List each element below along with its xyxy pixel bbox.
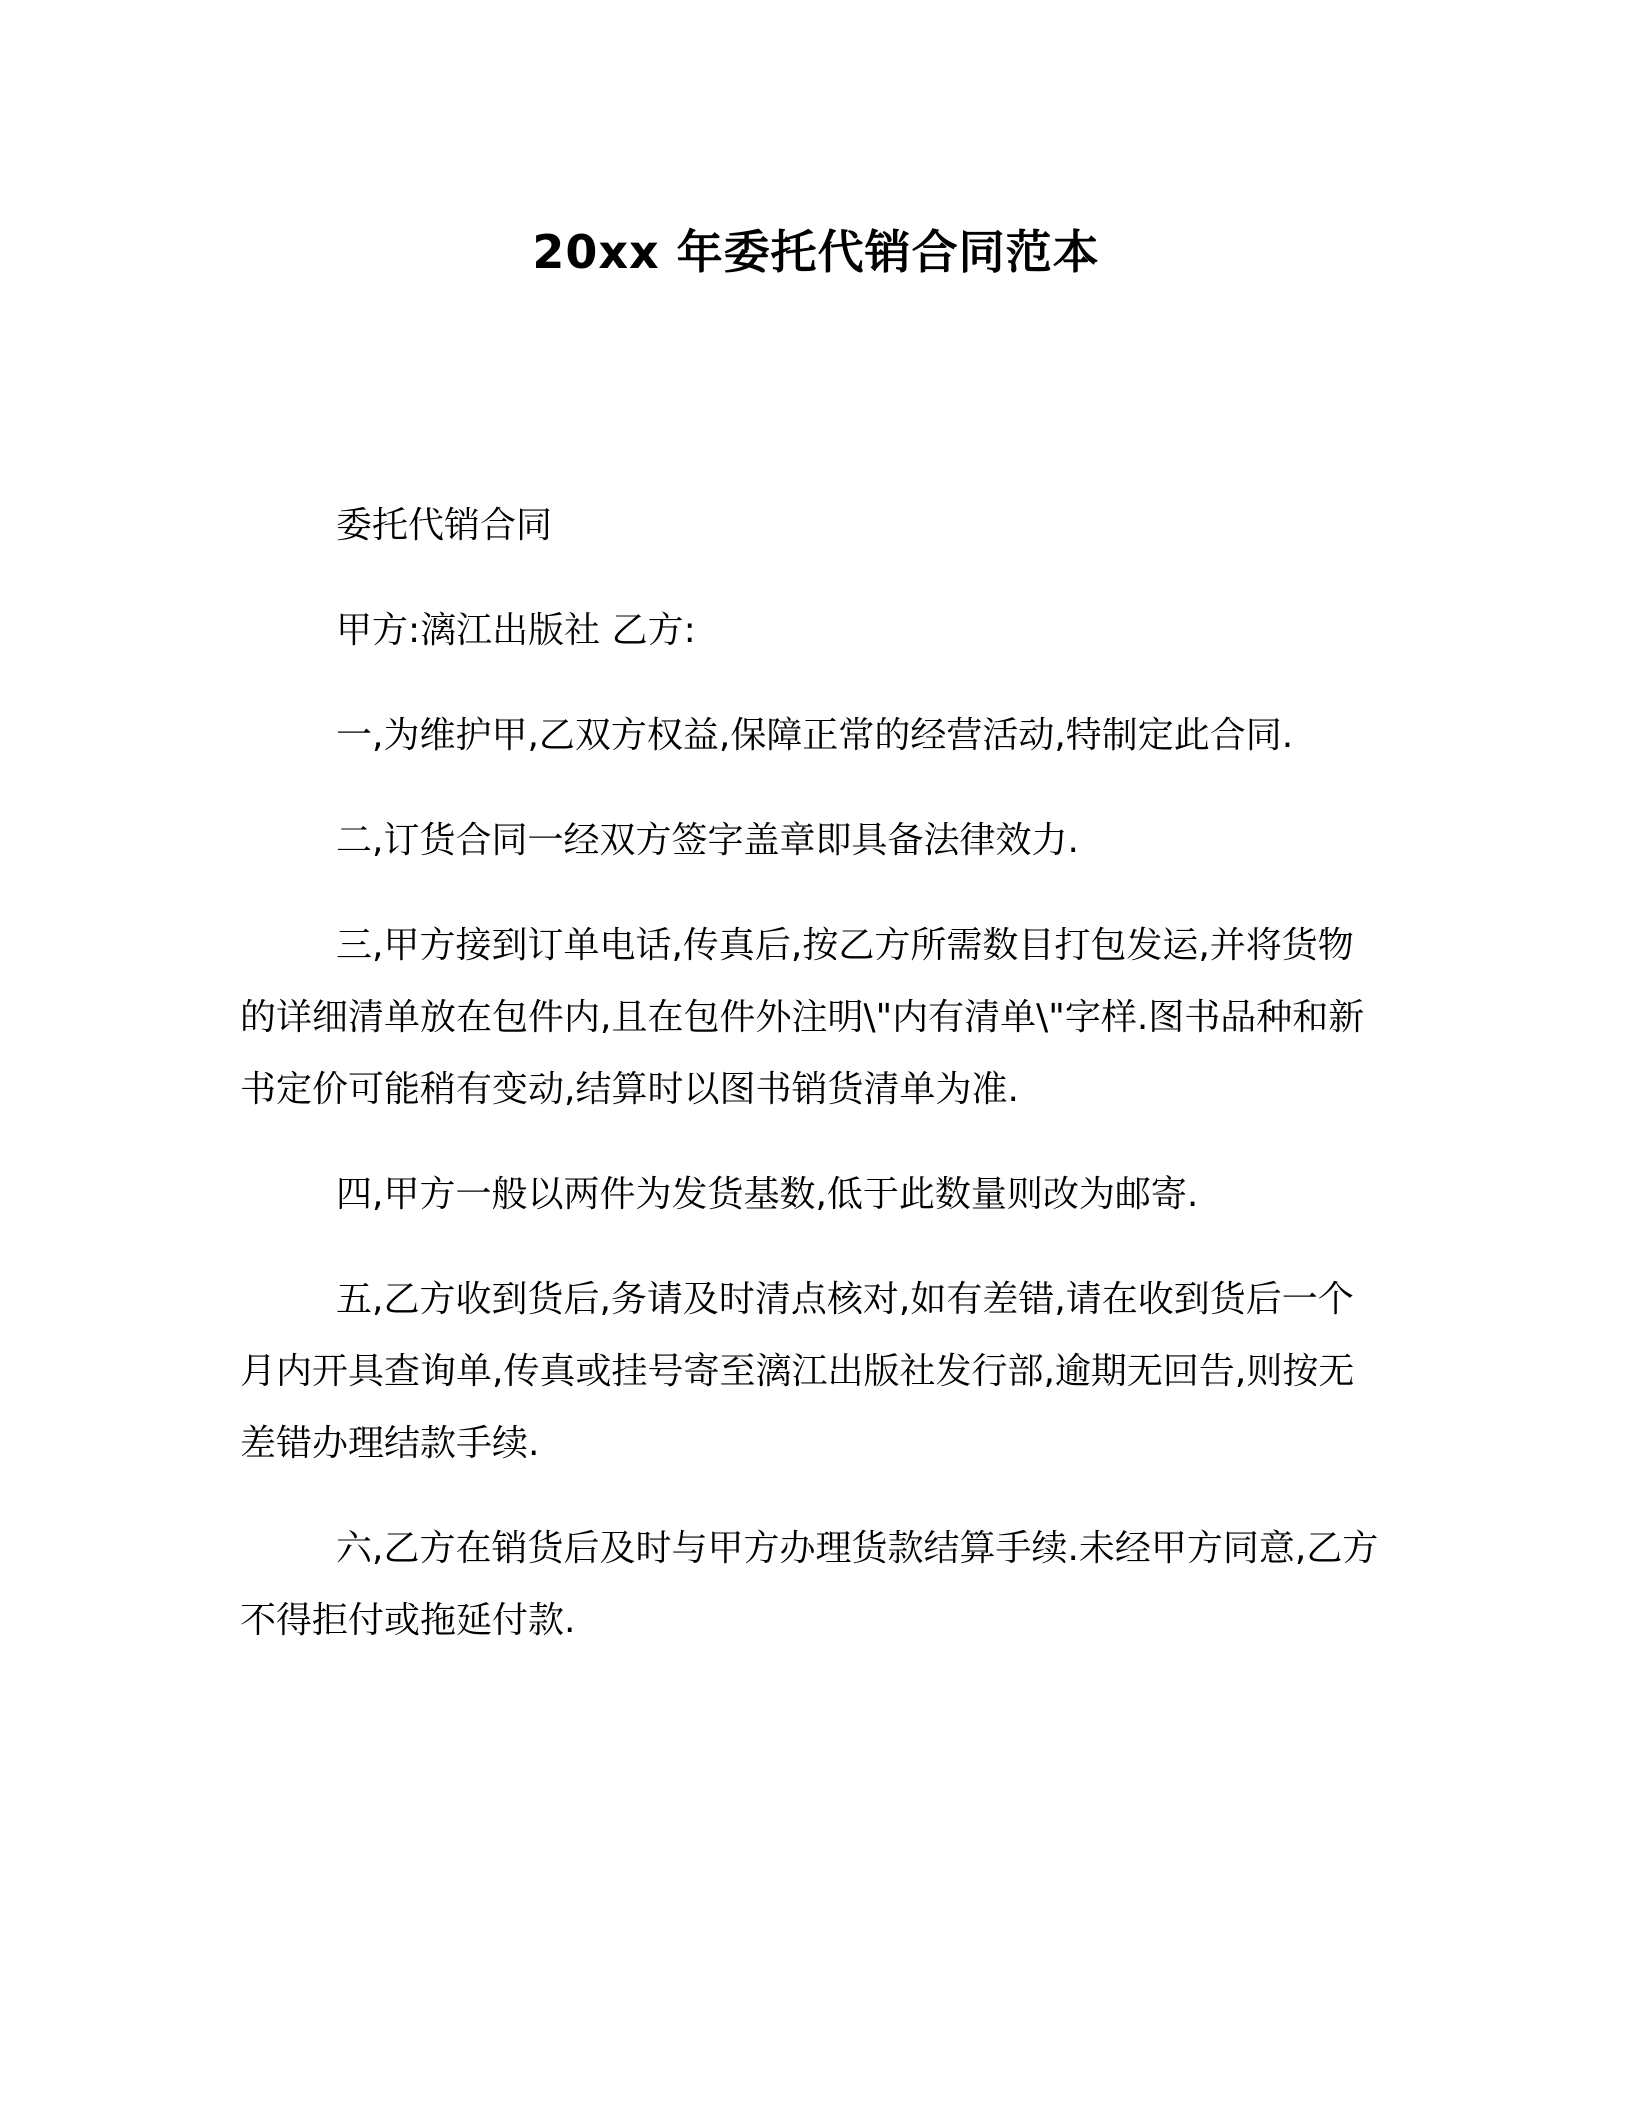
document-title: 20xx 年委托代销合同范本 [532, 225, 1100, 279]
clause-4: 四,甲方一般以两件为发货基数,低于此数量则改为邮寄. [336, 1174, 1199, 1215]
clause-6: 六,乙方在销货后及时与甲方办理货款结算手续.未经甲方同意,乙方不得拒付或拖延付款. [240, 1528, 1379, 1641]
document-body [240, 490, 1388, 1690]
clause-1: 一,为维护甲,乙双方权益,保障正常的经营活动,特制定此合同. [336, 715, 1294, 756]
contract-heading: 委托代销合同 [336, 505, 553, 546]
clause-2: 二,订货合同一经双方签字盖章即具备法律效力. [336, 820, 1079, 861]
clause-5: 五,乙方收到货后,务请及时清点核对,如有差错,请在收到货后一个月内开具查询单,传真或挂号寄至漓江出版社发行部,逾期无回告,则按无差错办理结款手续. [240, 1279, 1355, 1464]
clause-3: 三,甲方接到订单电话,传真后,按乙方所需数目打包发运,并将货物的详细清单放在包件内,且在包件外注明\"内有清单\"字样.图书品种和新书定价可能稍有变动,结算时以图书销货清单为准. [240, 925, 1365, 1110]
contract-parties: 甲方:漓江出版社 乙方: [336, 610, 696, 651]
